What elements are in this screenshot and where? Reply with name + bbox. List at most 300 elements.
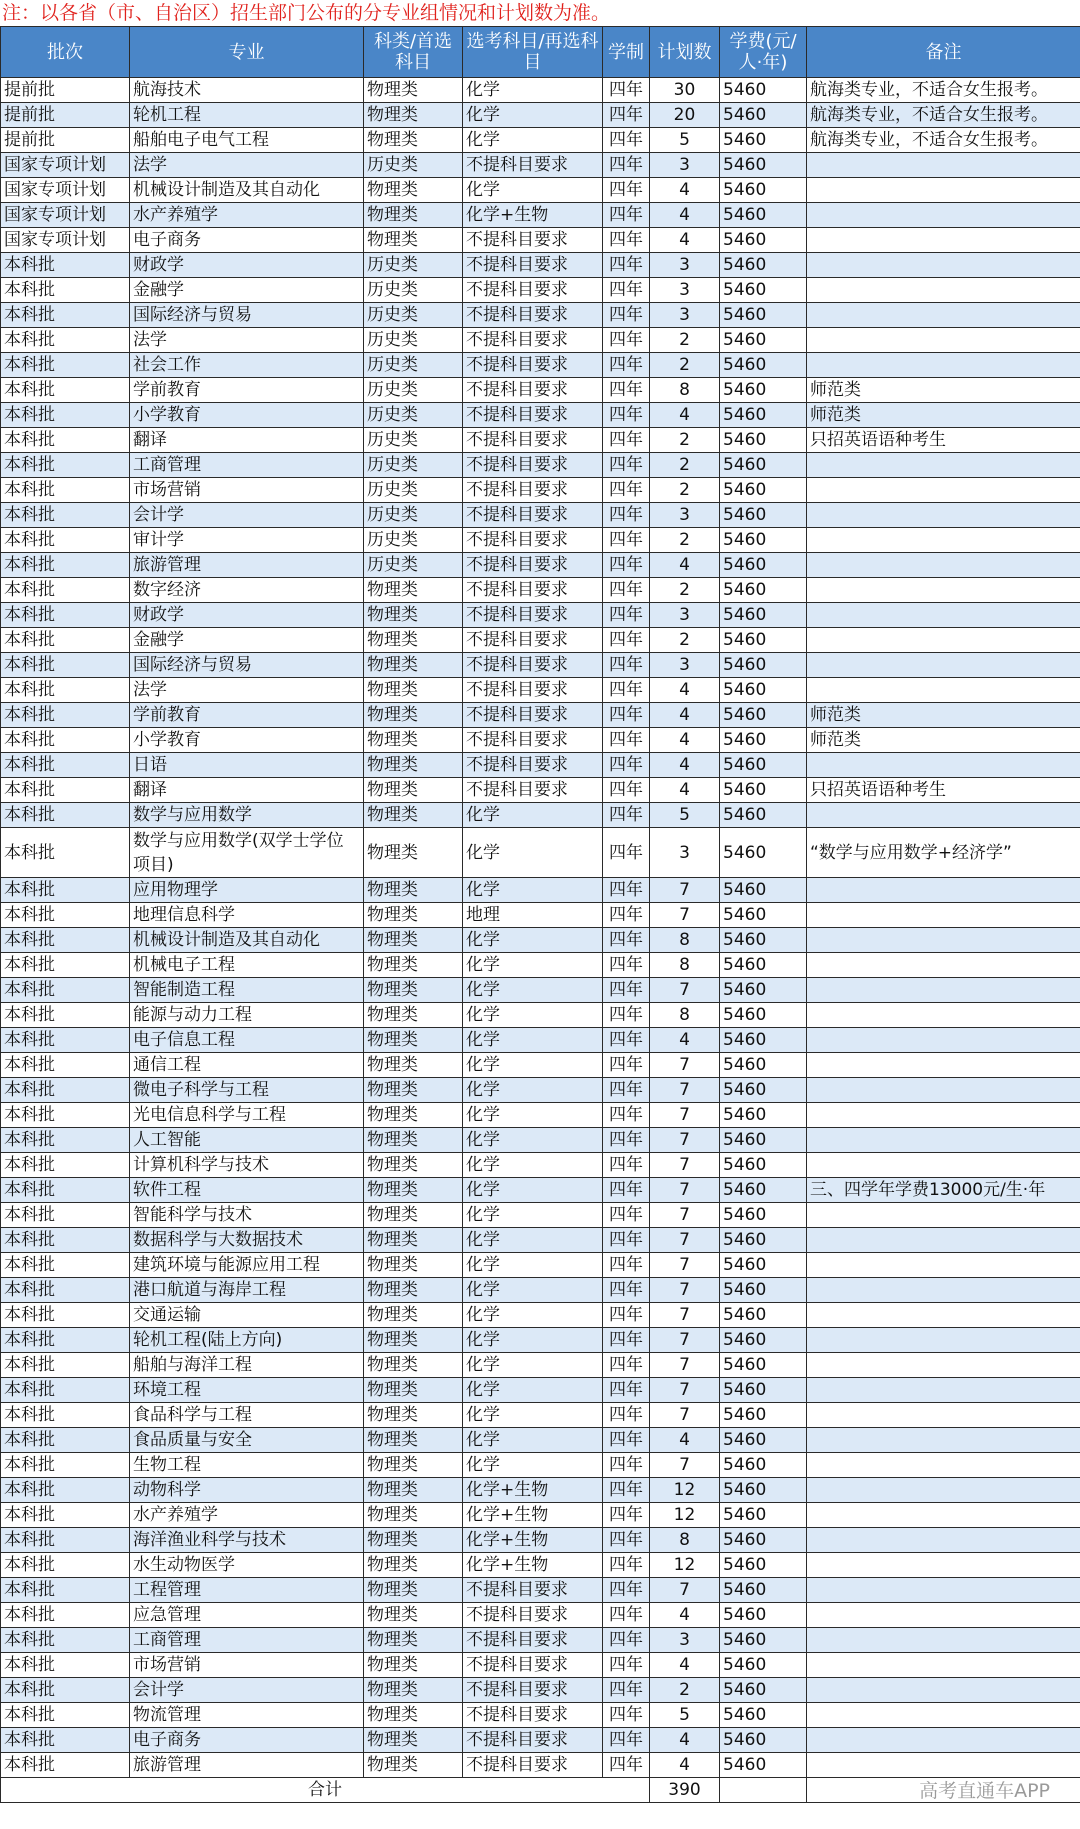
- cell-remark: 航海类专业，不适合女生报考。: [807, 78, 1080, 103]
- cell-batch: 本科批: [1, 928, 130, 953]
- cell-remark: [807, 1603, 1080, 1628]
- cell-batch: 本科批: [1, 1053, 130, 1078]
- cell-category: 物理类: [364, 1028, 463, 1053]
- cell-plan: 7: [650, 1378, 720, 1403]
- cell-category: 物理类: [364, 78, 463, 103]
- cell-major: 环境工程: [130, 1378, 364, 1403]
- cell-plan: 3: [650, 1628, 720, 1653]
- cell-plan: 4: [650, 1603, 720, 1628]
- cell-subjects: 不提科目要求: [463, 353, 603, 378]
- cell-plan: 8: [650, 1003, 720, 1028]
- cell-duration: 四年: [603, 228, 650, 253]
- cell-subjects: 不提科目要求: [463, 453, 603, 478]
- cell-plan: 12: [650, 1553, 720, 1578]
- cell-batch: 提前批: [1, 103, 130, 128]
- cell-plan: 7: [650, 978, 720, 1003]
- cell-remark: [807, 303, 1080, 328]
- cell-subjects: 不提科目要求: [463, 1653, 603, 1678]
- cell-category: 物理类: [364, 1403, 463, 1428]
- cell-plan: 7: [650, 1128, 720, 1153]
- cell-subjects: 化学: [463, 1353, 603, 1378]
- cell-batch: 本科批: [1, 1553, 130, 1578]
- cell-remark: [807, 1653, 1080, 1678]
- cell-subjects: 不提科目要求: [463, 228, 603, 253]
- cell-plan: 2: [650, 1678, 720, 1703]
- cell-remark: 师范类: [807, 703, 1080, 728]
- cell-batch: 本科批: [1, 303, 130, 328]
- cell-major: 国际经济与贸易: [130, 303, 364, 328]
- cell-plan: 4: [650, 703, 720, 728]
- cell-batch: 本科批: [1, 378, 130, 403]
- cell-plan: 3: [650, 153, 720, 178]
- table-row: [1, 1628, 1080, 1653]
- cell-batch: 本科批: [1, 503, 130, 528]
- cell-duration: 四年: [603, 278, 650, 303]
- table-row: [1, 1078, 1080, 1103]
- cell-subjects: 化学: [463, 178, 603, 203]
- cell-fee: 5460: [720, 953, 807, 978]
- cell-subjects: 化学+生物: [463, 1553, 603, 1578]
- cell-fee: 5460: [720, 78, 807, 103]
- cell-remark: [807, 1453, 1080, 1478]
- cell-subjects: 化学: [463, 1128, 603, 1153]
- cell-major: 小学教育: [130, 403, 364, 428]
- cell-fee: 5460: [720, 1703, 807, 1728]
- cell-duration: 四年: [603, 1228, 650, 1253]
- cell-category: 物理类: [364, 1178, 463, 1203]
- cell-duration: 四年: [603, 903, 650, 928]
- table-row: [1, 1128, 1080, 1153]
- cell-duration: 四年: [603, 1203, 650, 1228]
- cell-category: 物理类: [364, 1078, 463, 1103]
- cell-fee: 5460: [720, 703, 807, 728]
- cell-major: 海洋渔业科学与技术: [130, 1528, 364, 1553]
- cell-subjects: 化学+生物: [463, 1503, 603, 1528]
- table-row: [1, 678, 1080, 703]
- table-row: [1, 328, 1080, 353]
- cell-plan: 12: [650, 1503, 720, 1528]
- cell-duration: 四年: [603, 703, 650, 728]
- cell-remark: [807, 803, 1080, 828]
- cell-major: 翻译: [130, 428, 364, 453]
- table-row: [1, 878, 1080, 903]
- cell-fee: 5460: [720, 803, 807, 828]
- cell-category: 物理类: [364, 1728, 463, 1753]
- cell-plan: 5: [650, 128, 720, 153]
- cell-major: 财政学: [130, 603, 364, 628]
- cell-subjects: 不提科目要求: [463, 603, 603, 628]
- cell-batch: 本科批: [1, 1378, 130, 1403]
- cell-batch: 本科批: [1, 1578, 130, 1603]
- table-row: [1, 728, 1080, 753]
- cell-remark: [807, 1203, 1080, 1228]
- cell-duration: 四年: [603, 553, 650, 578]
- cell-duration: 四年: [603, 878, 650, 903]
- cell-fee: 5460: [720, 1128, 807, 1153]
- table-body: [1, 78, 1080, 1778]
- cell-subjects: 不提科目要求: [463, 478, 603, 503]
- cell-major: 应用物理学: [130, 878, 364, 903]
- cell-remark: 师范类: [807, 728, 1080, 753]
- cell-plan: 30: [650, 78, 720, 103]
- cell-plan: 7: [650, 1403, 720, 1428]
- cell-remark: [807, 753, 1080, 778]
- cell-duration: 四年: [603, 1403, 650, 1428]
- cell-remark: [807, 1628, 1080, 1653]
- cell-batch: 本科批: [1, 953, 130, 978]
- cell-fee: 5460: [720, 1353, 807, 1378]
- cell-subjects: 不提科目要求: [463, 1703, 603, 1728]
- table-row: [1, 1603, 1080, 1628]
- cell-batch: 本科批: [1, 1253, 130, 1278]
- cell-duration: 四年: [603, 153, 650, 178]
- cell-remark: [807, 1253, 1080, 1278]
- cell-subjects: 化学: [463, 1028, 603, 1053]
- cell-fee: 5460: [720, 403, 807, 428]
- cell-batch: 本科批: [1, 978, 130, 1003]
- cell-subjects: 地理: [463, 903, 603, 928]
- cell-subjects: 不提科目要求: [463, 728, 603, 753]
- cell-subjects: 化学: [463, 1253, 603, 1278]
- table-row: [1, 1178, 1080, 1203]
- cell-remark: [807, 1103, 1080, 1128]
- cell-remark: [807, 903, 1080, 928]
- cell-category: 历史类: [364, 503, 463, 528]
- cell-category: 物理类: [364, 128, 463, 153]
- table-row: [1, 378, 1080, 403]
- cell-major: 旅游管理: [130, 553, 364, 578]
- cell-plan: 2: [650, 328, 720, 353]
- cell-fee: 5460: [720, 1528, 807, 1553]
- cell-major: 通信工程: [130, 1053, 364, 1078]
- cell-plan: 2: [650, 353, 720, 378]
- cell-category: 物理类: [364, 1603, 463, 1628]
- cell-duration: 四年: [603, 1728, 650, 1753]
- cell-duration: 四年: [603, 1703, 650, 1728]
- table-row: [1, 653, 1080, 678]
- admission-plan-table: [0, 26, 1080, 1803]
- cell-fee: 5460: [720, 278, 807, 303]
- cell-plan: 4: [650, 1728, 720, 1753]
- cell-subjects: 化学+生物: [463, 1478, 603, 1503]
- cell-duration: 四年: [603, 653, 650, 678]
- cell-fee: 5460: [720, 1303, 807, 1328]
- cell-batch: 国家专项计划: [1, 153, 130, 178]
- cell-category: 物理类: [364, 1328, 463, 1353]
- cell-remark: [807, 553, 1080, 578]
- cell-category: 历史类: [364, 278, 463, 303]
- cell-duration: 四年: [603, 603, 650, 628]
- cell-fee: 5460: [720, 453, 807, 478]
- cell-batch: 本科批: [1, 553, 130, 578]
- cell-remark: [807, 478, 1080, 503]
- cell-category: 物理类: [364, 1678, 463, 1703]
- cell-duration: 四年: [603, 503, 650, 528]
- cell-category: 物理类: [364, 1653, 463, 1678]
- cell-major: 交通运输: [130, 1303, 364, 1328]
- cell-major: 财政学: [130, 253, 364, 278]
- cell-fee: 5460: [720, 203, 807, 228]
- header-subjects: 选考科目/再选科目: [463, 27, 603, 78]
- table-row: [1, 1528, 1080, 1553]
- cell-fee: 5460: [720, 1253, 807, 1278]
- cell-duration: 四年: [603, 1128, 650, 1153]
- cell-subjects: 化学: [463, 1328, 603, 1353]
- cell-major: 能源与动力工程: [130, 1003, 364, 1028]
- cell-category: 物理类: [364, 1103, 463, 1128]
- cell-remark: [807, 503, 1080, 528]
- cell-category: 物理类: [364, 1003, 463, 1028]
- cell-subjects: 不提科目要求: [463, 328, 603, 353]
- cell-duration: 四年: [603, 1453, 650, 1478]
- cell-duration: 四年: [603, 1503, 650, 1528]
- cell-duration: 四年: [603, 203, 650, 228]
- cell-fee: 5460: [720, 828, 807, 878]
- cell-duration: 四年: [603, 1303, 650, 1328]
- cell-fee: 5460: [720, 1028, 807, 1053]
- cell-fee: 5460: [720, 553, 807, 578]
- cell-duration: 四年: [603, 178, 650, 203]
- cell-major: 水产养殖学: [130, 1503, 364, 1528]
- cell-batch: 本科批: [1, 403, 130, 428]
- cell-duration: 四年: [603, 1003, 650, 1028]
- table-row: [1, 428, 1080, 453]
- cell-duration: 四年: [603, 1353, 650, 1378]
- cell-duration: 四年: [603, 1478, 650, 1503]
- cell-major: 工商管理: [130, 1628, 364, 1653]
- cell-batch: 本科批: [1, 1028, 130, 1053]
- cell-subjects: 不提科目要求: [463, 1678, 603, 1703]
- cell-subjects: 化学: [463, 103, 603, 128]
- total-value: 390: [650, 1778, 720, 1803]
- cell-duration: 四年: [603, 1603, 650, 1628]
- cell-fee: 5460: [720, 1728, 807, 1753]
- cell-category: 物理类: [364, 578, 463, 603]
- table-row: [1, 1003, 1080, 1028]
- cell-category: 历史类: [364, 303, 463, 328]
- cell-duration: 四年: [603, 1653, 650, 1678]
- cell-major: 翻译: [130, 778, 364, 803]
- cell-category: 历史类: [364, 528, 463, 553]
- cell-duration: 四年: [603, 528, 650, 553]
- cell-subjects: 化学: [463, 1003, 603, 1028]
- cell-duration: 四年: [603, 1428, 650, 1453]
- cell-subjects: 化学: [463, 1278, 603, 1303]
- table-row: [1, 778, 1080, 803]
- table-row: [1, 978, 1080, 1003]
- cell-category: 物理类: [364, 928, 463, 953]
- cell-subjects: 不提科目要求: [463, 503, 603, 528]
- table-row: [1, 953, 1080, 978]
- cell-plan: 8: [650, 953, 720, 978]
- cell-duration: 四年: [603, 778, 650, 803]
- cell-fee: 5460: [720, 228, 807, 253]
- header-major: 专业: [130, 27, 364, 78]
- cell-duration: 四年: [603, 1253, 650, 1278]
- cell-subjects: 化学: [463, 878, 603, 903]
- cell-subjects: 化学: [463, 1453, 603, 1478]
- cell-remark: [807, 1428, 1080, 1453]
- cell-fee: 5460: [720, 1053, 807, 1078]
- cell-category: 物理类: [364, 1278, 463, 1303]
- cell-duration: 四年: [603, 1753, 650, 1778]
- cell-major: 食品科学与工程: [130, 1403, 364, 1428]
- header-duration: 学制: [603, 27, 650, 78]
- cell-remark: [807, 1053, 1080, 1078]
- cell-batch: 本科批: [1, 528, 130, 553]
- table-row: [1, 1028, 1080, 1053]
- cell-subjects: 不提科目要求: [463, 678, 603, 703]
- table-row: [1, 278, 1080, 303]
- table-row: [1, 1678, 1080, 1703]
- table-header-row: [1, 27, 1080, 78]
- cell-plan: 7: [650, 1328, 720, 1353]
- cell-plan: 7: [650, 1303, 720, 1328]
- cell-duration: 四年: [603, 478, 650, 503]
- cell-major: 水产养殖学: [130, 203, 364, 228]
- cell-subjects: 化学: [463, 978, 603, 1003]
- cell-remark: [807, 1503, 1080, 1528]
- cell-major: 智能制造工程: [130, 978, 364, 1003]
- cell-category: 物理类: [364, 203, 463, 228]
- cell-batch: 本科批: [1, 478, 130, 503]
- cell-major: 会计学: [130, 1678, 364, 1703]
- cell-batch: 本科批: [1, 1528, 130, 1553]
- cell-category: 历史类: [364, 328, 463, 353]
- cell-subjects: 不提科目要求: [463, 1728, 603, 1753]
- table-row: [1, 353, 1080, 378]
- table-row: [1, 1253, 1080, 1278]
- cell-remark: [807, 1753, 1080, 1778]
- cell-major: 建筑环境与能源应用工程: [130, 1253, 364, 1278]
- table-row: [1, 1328, 1080, 1353]
- cell-duration: 四年: [603, 1628, 650, 1653]
- cell-batch: 本科批: [1, 1678, 130, 1703]
- cell-plan: 3: [650, 828, 720, 878]
- cell-category: 物理类: [364, 1428, 463, 1453]
- cell-fee: 5460: [720, 103, 807, 128]
- cell-fee: 5460: [720, 628, 807, 653]
- cell-plan: 4: [650, 553, 720, 578]
- cell-major: 地理信息科学: [130, 903, 364, 928]
- table-row: [1, 1103, 1080, 1128]
- cell-major: 船舶与海洋工程: [130, 1353, 364, 1378]
- cell-subjects: 不提科目要求: [463, 1628, 603, 1653]
- cell-major: 旅游管理: [130, 1753, 364, 1778]
- cell-duration: 四年: [603, 1078, 650, 1103]
- cell-duration: 四年: [603, 1378, 650, 1403]
- cell-duration: 四年: [603, 678, 650, 703]
- cell-fee: 5460: [720, 1203, 807, 1228]
- table-row: [1, 578, 1080, 603]
- cell-batch: 本科批: [1, 653, 130, 678]
- cell-category: 物理类: [364, 628, 463, 653]
- cell-remark: 只招英语语种考生: [807, 428, 1080, 453]
- cell-fee: 5460: [720, 1228, 807, 1253]
- cell-remark: [807, 328, 1080, 353]
- cell-major: 会计学: [130, 503, 364, 528]
- table-row: [1, 528, 1080, 553]
- cell-fee: 5460: [720, 528, 807, 553]
- cell-batch: 本科批: [1, 1453, 130, 1478]
- cell-duration: 四年: [603, 1178, 650, 1203]
- table-row: [1, 703, 1080, 728]
- cell-category: 历史类: [364, 478, 463, 503]
- cell-major: 法学: [130, 153, 364, 178]
- cell-duration: 四年: [603, 728, 650, 753]
- cell-remark: [807, 1003, 1080, 1028]
- cell-plan: 2: [650, 453, 720, 478]
- cell-batch: 本科批: [1, 803, 130, 828]
- cell-remark: [807, 1678, 1080, 1703]
- cell-plan: 7: [650, 1153, 720, 1178]
- cell-fee: 5460: [720, 1453, 807, 1478]
- cell-major: 国际经济与贸易: [130, 653, 364, 678]
- cell-batch: 本科批: [1, 1228, 130, 1253]
- header-category: 科类/首选科目: [364, 27, 463, 78]
- cell-category: 物理类: [364, 703, 463, 728]
- cell-subjects: 不提科目要求: [463, 553, 603, 578]
- cell-plan: 4: [650, 678, 720, 703]
- cell-category: 物理类: [364, 1503, 463, 1528]
- header-batch: 批次: [1, 27, 130, 78]
- cell-batch: 本科批: [1, 353, 130, 378]
- cell-category: 历史类: [364, 553, 463, 578]
- table-row: [1, 1453, 1080, 1478]
- cell-category: 物理类: [364, 1303, 463, 1328]
- cell-major: 电子商务: [130, 228, 364, 253]
- cell-remark: [807, 953, 1080, 978]
- cell-duration: 四年: [603, 328, 650, 353]
- cell-major: 社会工作: [130, 353, 364, 378]
- cell-fee: 5460: [720, 1753, 807, 1778]
- cell-remark: [807, 1328, 1080, 1353]
- cell-remark: [807, 678, 1080, 703]
- cell-fee: 5460: [720, 153, 807, 178]
- cell-subjects: 不提科目要求: [463, 303, 603, 328]
- table-row: [1, 203, 1080, 228]
- cell-batch: 本科批: [1, 1728, 130, 1753]
- cell-subjects: 化学: [463, 803, 603, 828]
- cell-batch: 国家专项计划: [1, 203, 130, 228]
- cell-major: 法学: [130, 678, 364, 703]
- cell-fee: 5460: [720, 1003, 807, 1028]
- cell-plan: 5: [650, 1703, 720, 1728]
- cell-remark: 只招英语语种考生: [807, 778, 1080, 803]
- cell-category: 物理类: [364, 803, 463, 828]
- cell-fee: 5460: [720, 1428, 807, 1453]
- cell-fee: 5460: [720, 128, 807, 153]
- cell-fee: 5460: [720, 253, 807, 278]
- cell-subjects: 不提科目要求: [463, 153, 603, 178]
- cell-category: 物理类: [364, 1228, 463, 1253]
- cell-duration: 四年: [603, 353, 650, 378]
- cell-category: 物理类: [364, 678, 463, 703]
- cell-duration: 四年: [603, 103, 650, 128]
- cell-major: 光电信息科学与工程: [130, 1103, 364, 1128]
- cell-plan: 3: [650, 653, 720, 678]
- cell-remark: [807, 603, 1080, 628]
- cell-batch: 本科批: [1, 1628, 130, 1653]
- cell-plan: 3: [650, 303, 720, 328]
- cell-subjects: 化学: [463, 1078, 603, 1103]
- table-row: [1, 1553, 1080, 1578]
- cell-plan: 8: [650, 1528, 720, 1553]
- cell-plan: 7: [650, 1278, 720, 1303]
- cell-category: 物理类: [364, 778, 463, 803]
- cell-fee: 5460: [720, 1078, 807, 1103]
- cell-fee: 5460: [720, 603, 807, 628]
